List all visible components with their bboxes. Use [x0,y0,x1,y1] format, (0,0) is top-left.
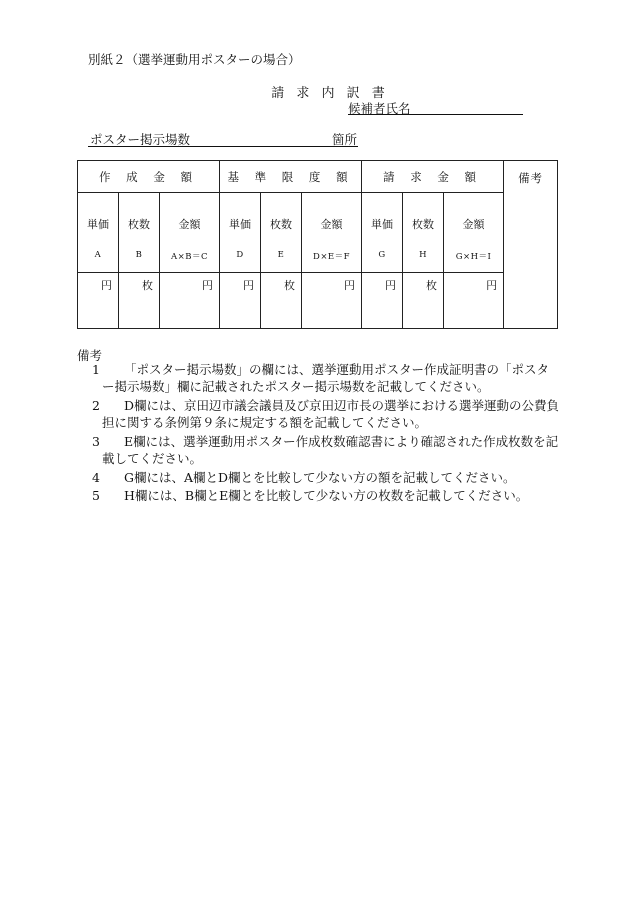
group-header-production-amount: 作 成 金 額 [78,161,220,193]
column-header [261,193,302,273]
remarks-header-label: 備考 [518,171,544,185]
column-symbol: A×B＝C [171,252,209,262]
entry-cell[interactable] [444,273,504,329]
unit-label: 枚 [284,279,296,292]
column-symbol: G [378,250,386,260]
column-symbol: E [277,250,285,260]
poster-count-field-line [88,146,358,147]
unit-label: 円 [243,279,255,292]
claim-breakdown-table [77,160,558,329]
unit-label: 枚 [426,279,438,292]
column-label: 単価 [87,218,109,231]
note-item [80,488,560,505]
column-symbol: H [419,250,427,260]
unit-label: 円 [101,279,112,292]
candidate-name-label: 候補者氏名 [348,101,411,116]
column-label: 金額 [462,218,485,231]
document-title: 請 求 内 訳 書 [271,86,389,101]
note-text: H欄には、B欄とE欄とを比較して少ない方の枚数を記載してください。 [124,488,529,503]
unit-label: 枚 [142,279,153,292]
column-header [160,193,220,273]
group-header-claim-amount: 請 求 金 額 [362,161,504,193]
entry-cell[interactable] [220,273,261,329]
table-entry-row [78,273,558,329]
entry-cell[interactable] [362,273,403,329]
column-label: 枚数 [128,218,150,231]
column-header [403,193,444,273]
note-text: 「ポスター掲示場数」の欄には、選挙運動用ポスター作成証明書の「ポスター掲示場数」欄に記載されたポスター掲示場数を記載してください。 [102,362,550,394]
note-text: G欄には、A欄とD欄とを比較して少ない方の額を記載してください。 [124,470,516,485]
column-label: 金額 [320,218,343,231]
unit-label: 円 [202,279,214,292]
unit-label: 円 [385,279,397,292]
note-item [80,362,560,395]
remarks-column-header [504,161,558,329]
note-item [80,398,560,431]
column-label: 枚数 [412,218,435,231]
column-symbol: D×E＝F [313,252,351,262]
column-header [444,193,504,273]
column-header [220,193,261,273]
note-text: D欄には、京田辺市議会議員及び京田辺市長の選挙における選挙運動の公費負担に関する条例第９条に規定する額を記載してください。 [102,398,560,430]
poster-count-unit: 箇所 [332,132,358,147]
entry-cell[interactable] [160,273,220,329]
notes-title: 備考 [77,348,103,363]
unit-label: 円 [344,279,356,292]
column-header [78,193,119,273]
column-label: 枚数 [270,218,293,231]
column-symbol: G×H＝I [455,252,492,262]
note-number: 4 [92,470,100,485]
column-header [302,193,362,273]
note-number: 3 [92,434,100,449]
column-label: 単価 [371,218,394,231]
entry-cell[interactable] [403,273,444,329]
note-number: 2 [92,398,100,413]
column-symbol: D [236,250,244,260]
column-header [119,193,160,273]
note-item [80,434,560,467]
table-column-header-row [78,193,558,273]
group-header-standard-limit: 基 準 限 度 額 [220,161,362,193]
attachment-label: 別紙２（選挙運動用ポスターの場合） [88,52,301,67]
column-symbol: B [135,250,143,260]
poster-count-label: ポスター掲示場数 [90,132,191,147]
table-group-header-row [78,161,558,193]
unit-label: 円 [486,279,498,292]
column-label: 単価 [229,218,252,231]
note-number: 5 [92,488,100,503]
column-label: 金額 [178,218,201,231]
entry-cell[interactable] [261,273,302,329]
entry-cell[interactable] [302,273,362,329]
entry-cell[interactable] [119,273,160,329]
candidate-name-field-line [348,114,523,115]
column-header [362,193,403,273]
entry-cell[interactable] [78,273,119,329]
note-item [80,470,560,487]
column-symbol: A [94,250,102,260]
note-number: 1 [92,362,100,377]
note-text: E欄には、選挙運動用ポスター作成枚数確認書により確認された作成枚数を記載してください。 [102,434,559,466]
